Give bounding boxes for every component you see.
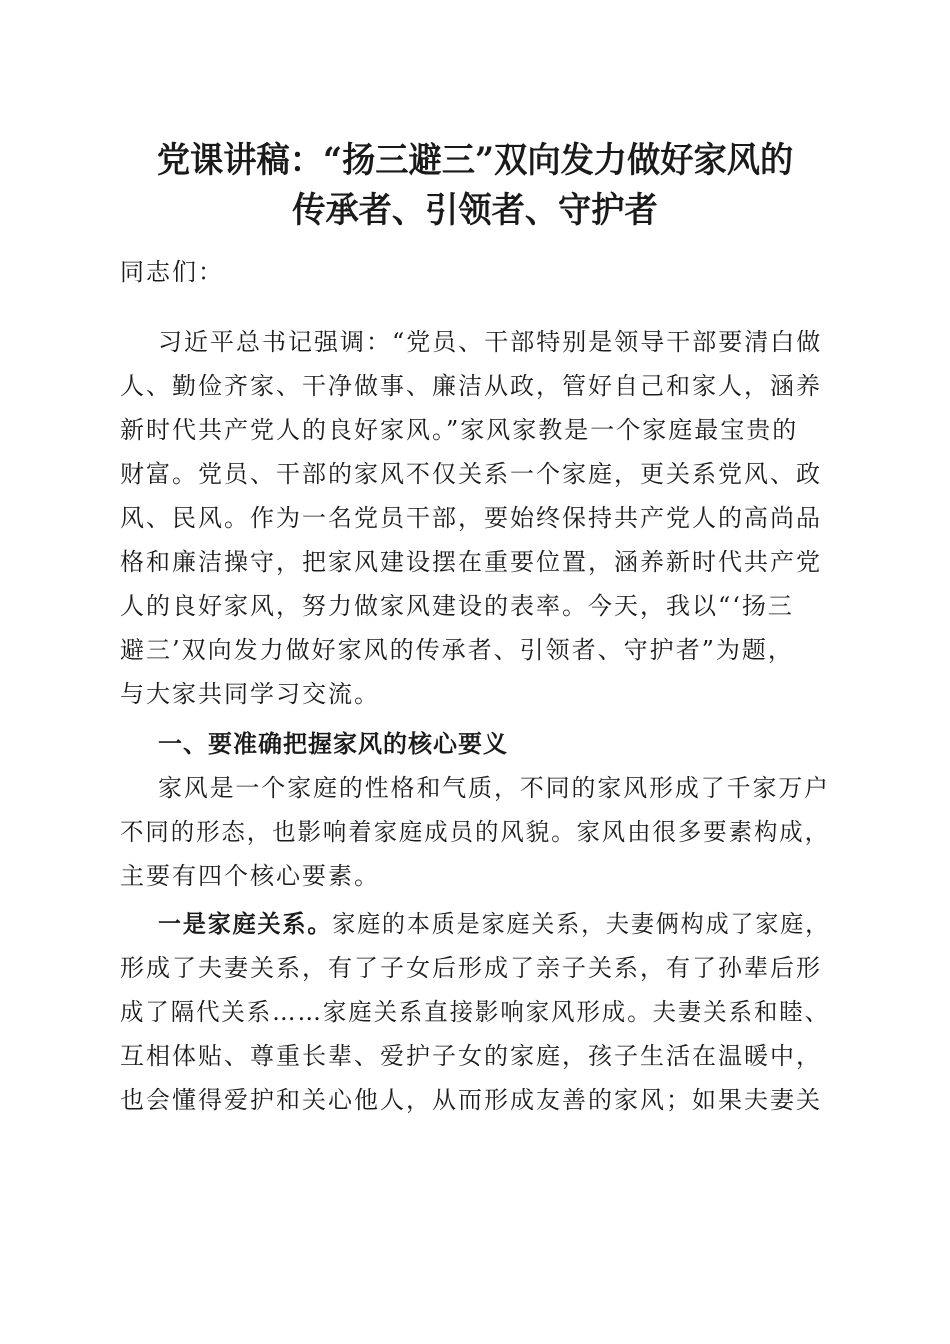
point-1-line-1	[158, 908, 830, 940]
section-1-line-3: 主要有四个核心要素。	[120, 862, 380, 890]
intro-line-9: 与大家共同学习交流。	[120, 680, 380, 708]
section-1-heading: 一、要准确把握家风的核心要义	[158, 730, 508, 758]
intro-line-7: 人的良好家风，努力做家风建设的表率。今天，我以“‘扬三	[120, 592, 794, 620]
section-1-line-2: 不同的形态，也影响着家庭成员的风貌。家风由很多要素构成，	[120, 818, 831, 846]
intro-line-8: 避三’双向发力做好家风的传承者、引领者、守护者”为题，	[120, 636, 794, 664]
point-1-lead: 一是家庭关系。	[158, 910, 333, 938]
intro-line-3: 新时代共产党人的良好家风。”家风家教是一个家庭最宝贵的	[120, 416, 799, 444]
intro-line-4: 财富。党员、干部的家风不仅关系一个家庭，更关系党风、政	[120, 460, 822, 488]
document-title-line-1: 党课讲稿：“扬三避三”双向发力做好家风的	[156, 140, 794, 181]
salutation: 同志们：	[120, 258, 224, 286]
point-1-line-5: 也会懂得爱护和关心他人，从而形成友善的家风；如果夫妻关	[120, 1086, 822, 1114]
intro-line-5: 风、民风。作为一名党员干部，要始终保持共产党人的高尚品	[120, 504, 822, 532]
intro-line-2: 人、勤俭齐家、干净做事、廉洁从政，管好自己和家人，涵养	[120, 372, 822, 400]
intro-line-1: 习近平总书记强调：“党员、干部特别是领导干部要清白做	[158, 328, 823, 356]
point-1-line-3: 成了隔代关系……家庭关系直接影响家风形成。夫妻关系和睦、	[120, 998, 831, 1026]
intro-line-6: 格和廉洁操守，把家风建设摆在重要位置，涵养新时代共产党	[120, 548, 822, 576]
point-1-first-text: 家庭的本质是家庭关系，夫妻俩构成了家庭，	[332, 910, 831, 938]
document-title-line-2: 传承者、引领者、守护者	[292, 190, 658, 231]
point-1-line-2: 形成了夫妻关系，有了子女后形成了亲子关系，有了孙辈后形	[120, 954, 822, 982]
section-1-line-1: 家风是一个家庭的性格和气质，不同的家风形成了千家万户	[158, 774, 831, 802]
point-1-line-4: 互相体贴、尊重长辈、爱护子女的家庭，孩子生活在温暖中，	[120, 1042, 822, 1070]
